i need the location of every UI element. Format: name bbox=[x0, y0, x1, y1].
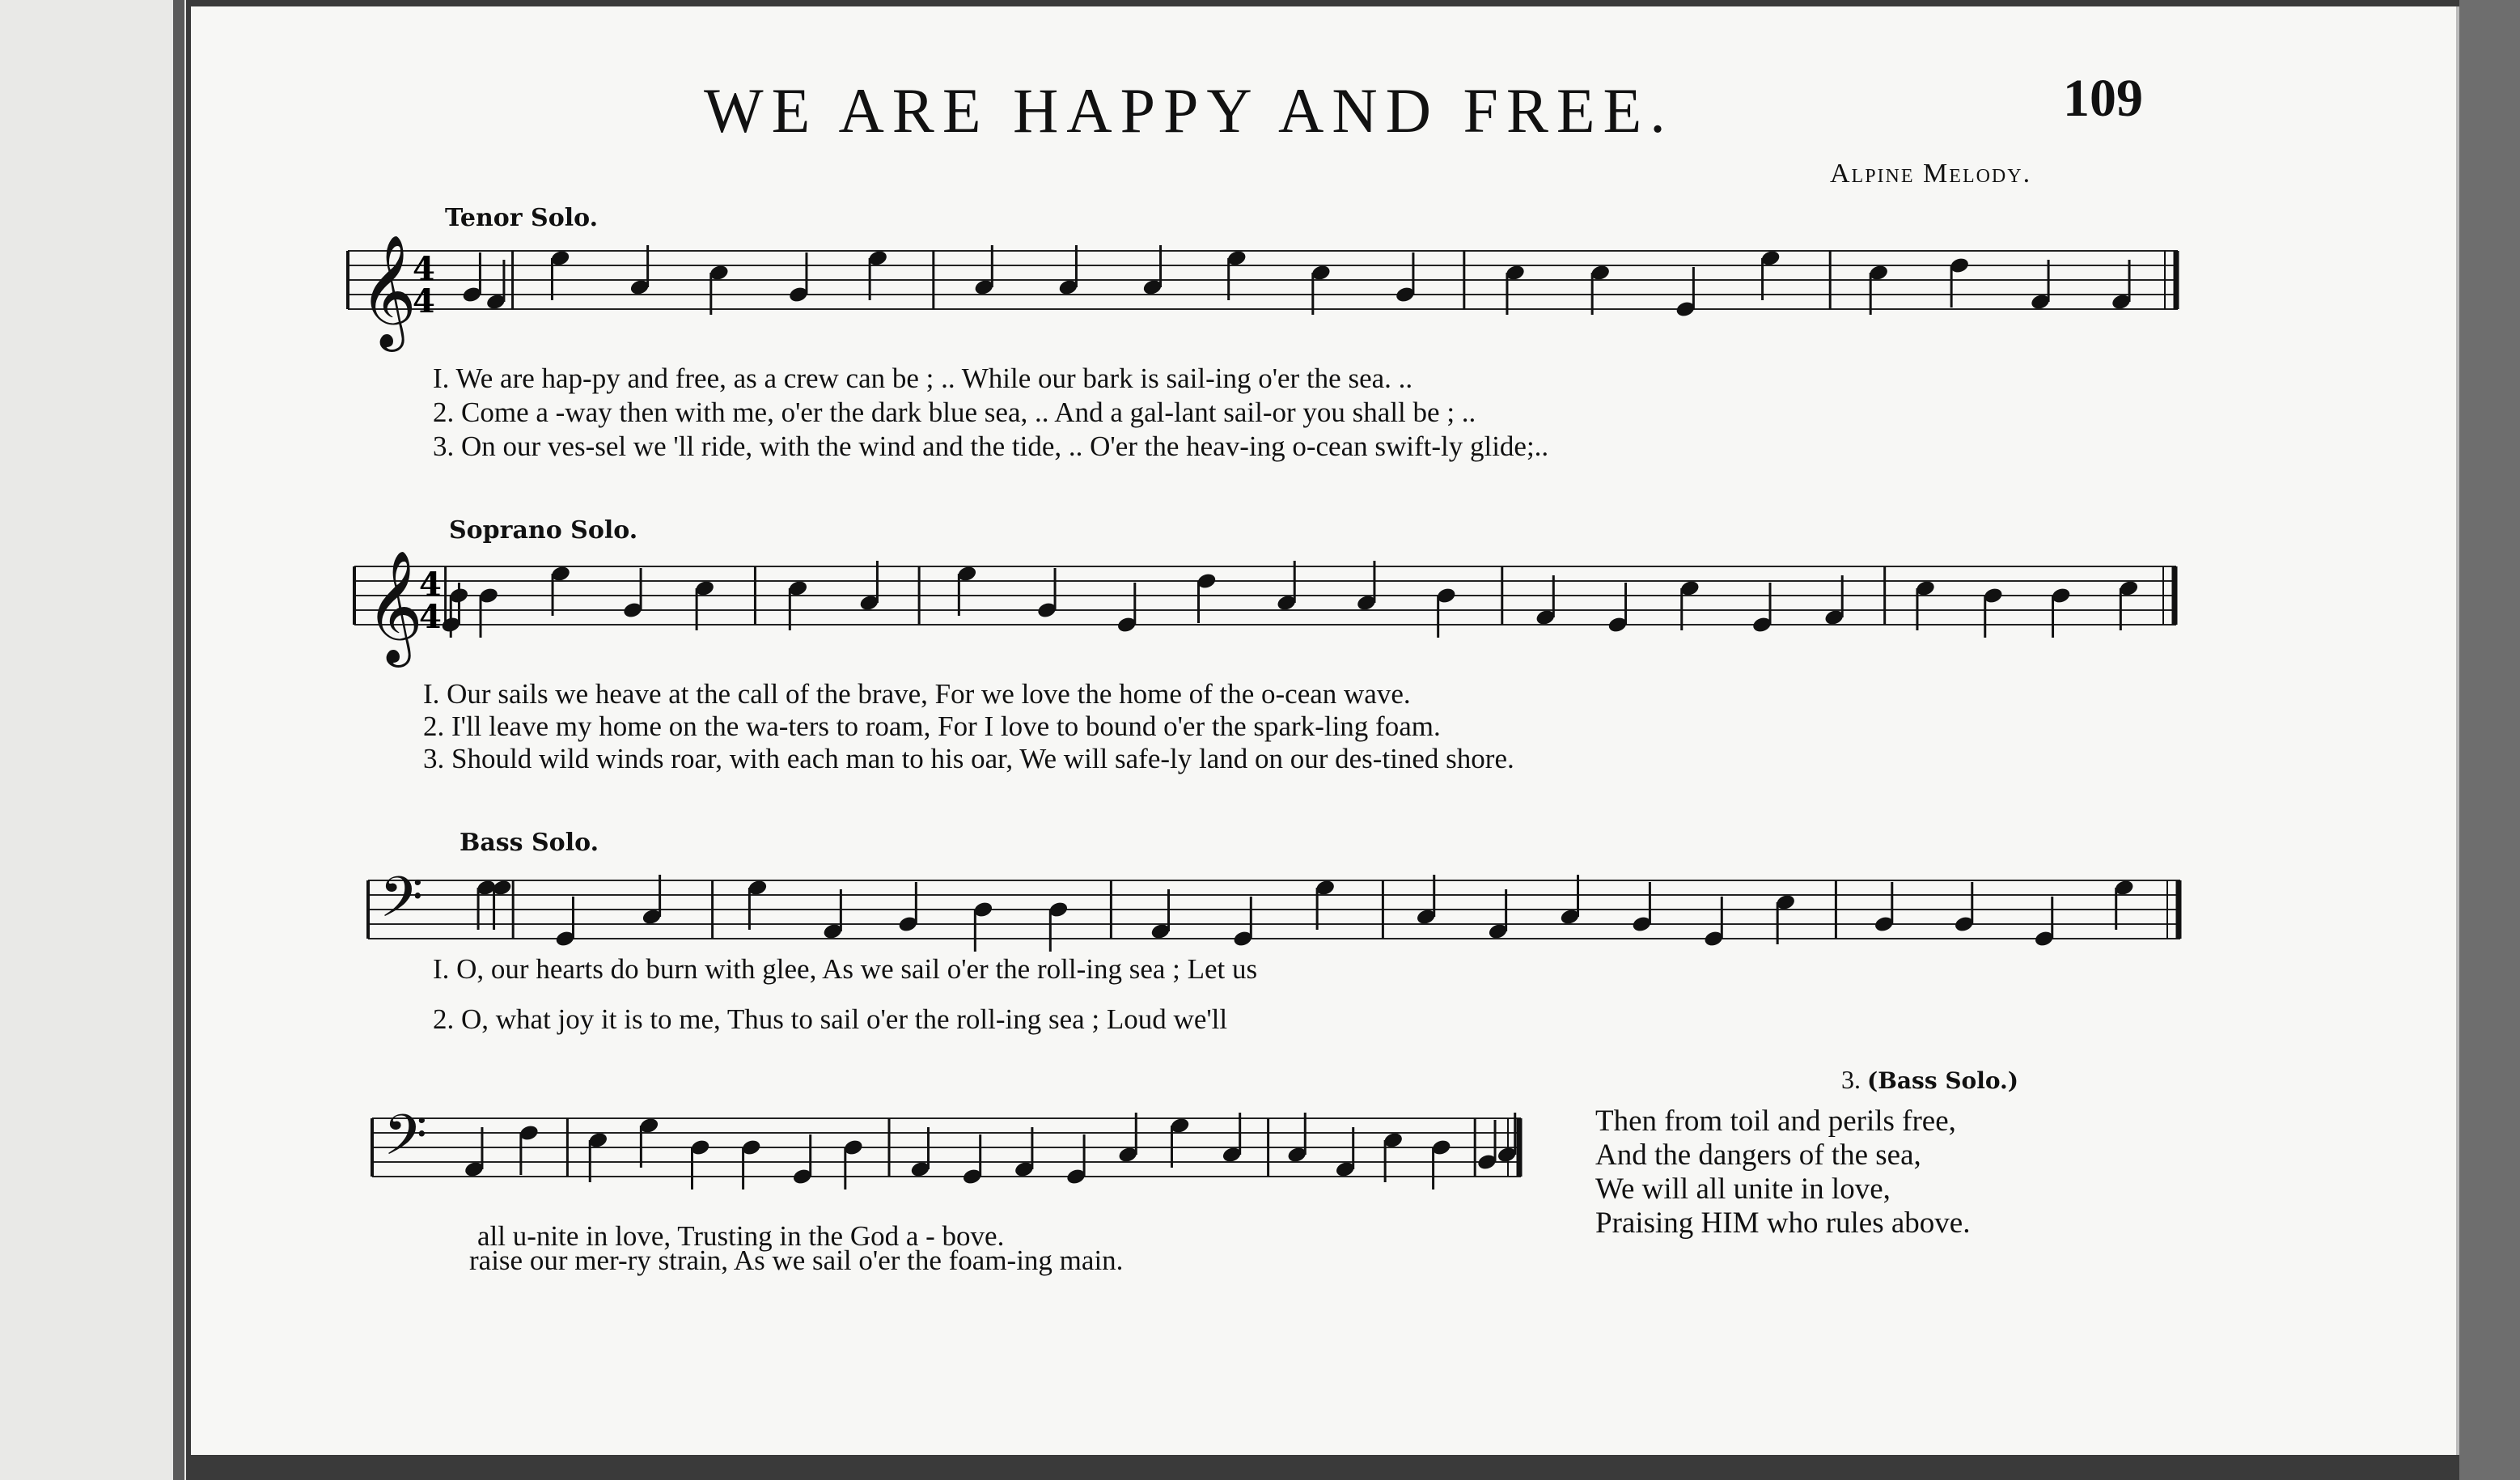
left-page-margin bbox=[0, 0, 186, 1480]
part-label: Tenor Solo. bbox=[445, 204, 599, 232]
verse-line: Praising HIM who rules above. bbox=[1595, 1206, 1971, 1240]
melody-credit: Alpine Melody. bbox=[1830, 159, 2032, 189]
verse-line: Then from toil and perils free, bbox=[1595, 1105, 1956, 1138]
lyric-line: raise our mer-ry strain, As we sail o'er the foam-ing main. bbox=[469, 1245, 1124, 1276]
lyric-line: I. We are hap-py and free, as a crew can be ; .. While our bark is sail-ing o'er the sea. .. bbox=[433, 363, 1413, 394]
bass-clef-icon: 𝄢 bbox=[379, 864, 424, 944]
lyric-line: I. O, our hearts do burn with glee, As we sail o'er the roll-ing sea ; Let us bbox=[433, 953, 1258, 985]
lyric-line: 2. I'll leave my home on the wa-ters to roam, For I love to bound o'er the spark-ling foam. bbox=[423, 710, 1441, 742]
right-page-edge bbox=[2459, 0, 2520, 1480]
lyric-line: 3. Should wild winds roar, with each man to his oar, We will safe-ly land on our des-tined shore. bbox=[423, 743, 1514, 774]
time-signature-bottom: 4 bbox=[419, 598, 442, 636]
treble-clef-icon: 𝄞 bbox=[366, 550, 423, 663]
music-staff bbox=[372, 1102, 1521, 1207]
book-fold bbox=[173, 0, 184, 1480]
time-signature-bottom: 4 bbox=[413, 282, 435, 320]
lyric-line: 3. On our ves-sel we 'll ride, with the wind and the tide, .. O'er the heav-ing o-cean swift-ly glide;.. bbox=[433, 430, 1549, 462]
music-staff bbox=[354, 550, 2176, 663]
verse-heading bbox=[1841, 1065, 2018, 1095]
music-staff bbox=[348, 235, 2178, 347]
lyric-line: all u-nite in love, Trusting in the God a - bove. bbox=[477, 1220, 1005, 1252]
verse-label: (Bass Solo.) bbox=[1867, 1067, 2019, 1094]
lyric-line: 2. Come a -way then with me, o'er the dark blue sea, .. And a gal-lant sail-or you shall be ; .. bbox=[433, 397, 1476, 428]
verse-line: And the dangers of the sea, bbox=[1595, 1139, 1921, 1172]
page-title: WE ARE HAPPY AND FREE. bbox=[704, 75, 1674, 146]
time-signature-top: 4 bbox=[413, 250, 435, 288]
bass-clef-icon: 𝄢 bbox=[383, 1102, 428, 1181]
time-signature-top: 4 bbox=[419, 566, 442, 604]
lyric-line: 2. O, what joy it is to me, Thus to sail o'er the roll-ing sea ; Loud we'll bbox=[433, 1003, 1228, 1035]
treble-clef-icon: 𝄞 bbox=[359, 235, 417, 347]
lyric-line: I. Our sails we heave at the call of the brave, For we love the home of the o-cean wave. bbox=[423, 678, 1411, 710]
verse-line: We will all unite in love, bbox=[1595, 1173, 1891, 1206]
part-label: Bass Solo. bbox=[460, 829, 599, 857]
verse-number: 3. bbox=[1841, 1065, 1861, 1094]
part-label: Soprano Solo. bbox=[449, 516, 638, 545]
page-number: 109 bbox=[2063, 69, 2143, 128]
